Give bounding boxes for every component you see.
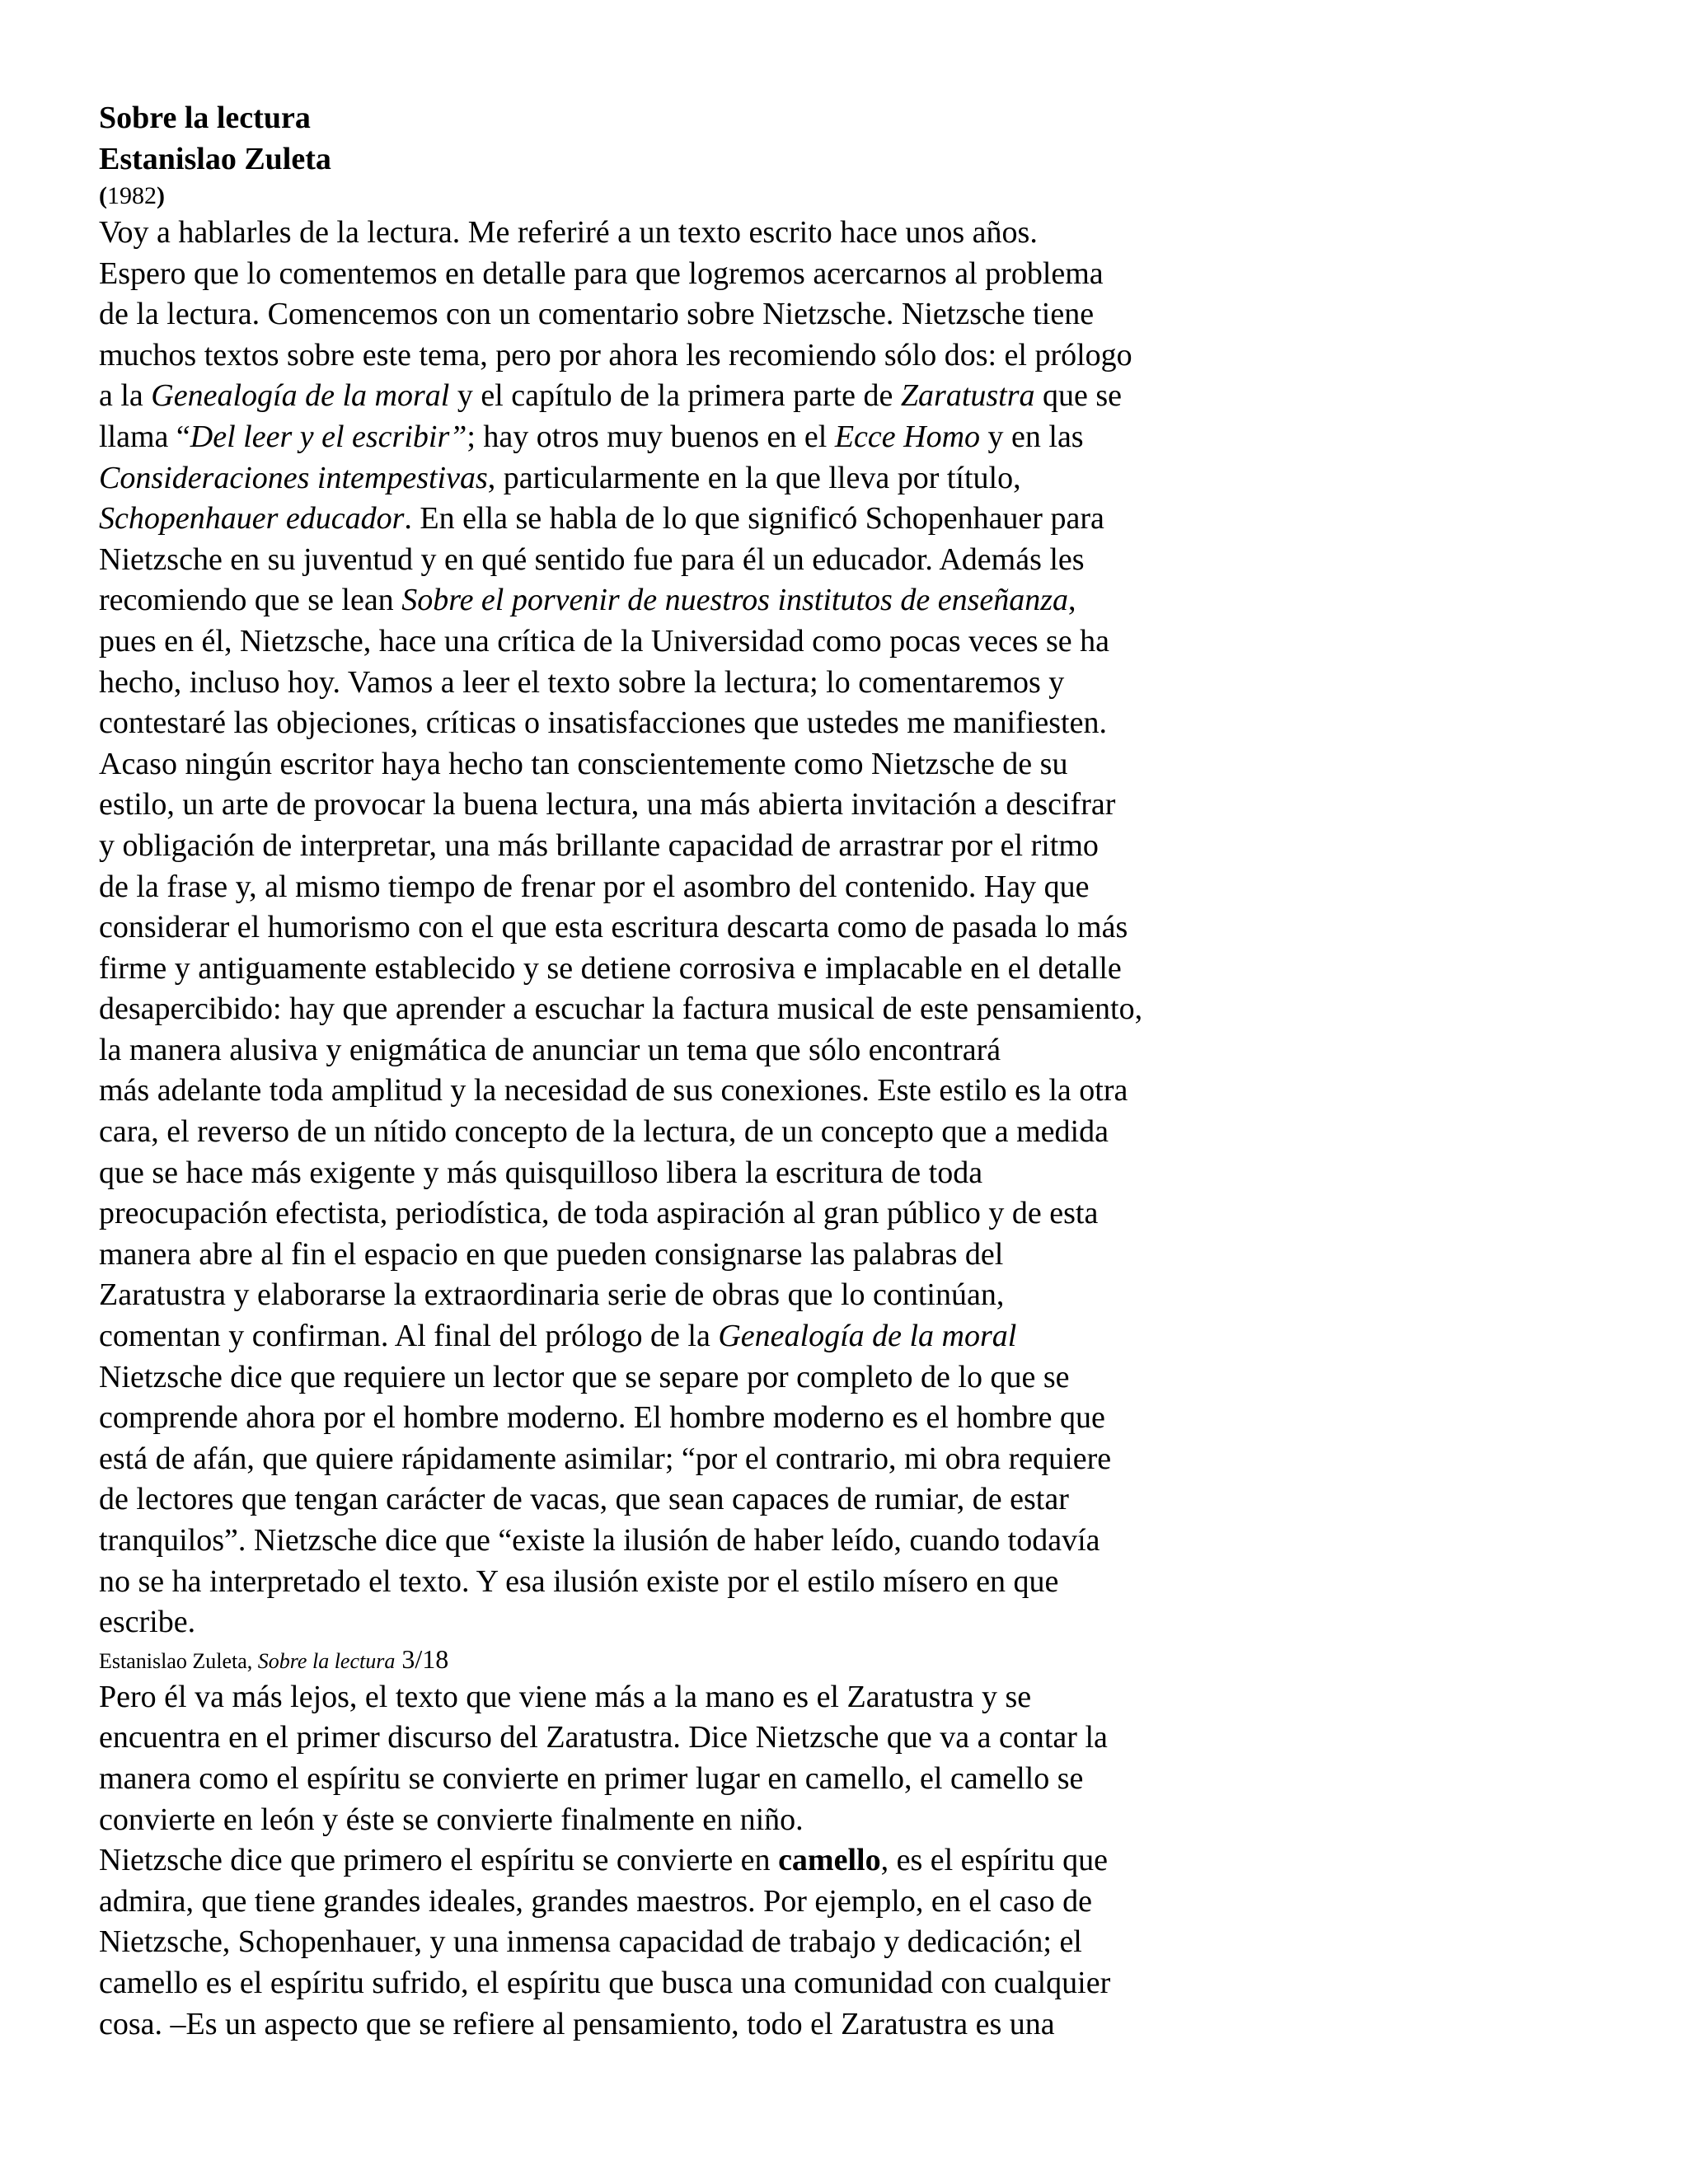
italic-text: Del leer y el escribir”: [190, 419, 467, 454]
text-segment: escribe.: [99, 1605, 196, 1640]
italic-text: Consideraciones intempestivas: [99, 460, 488, 495]
text-line: [99, 1677, 1401, 1718]
italic-text: Genealogía de la moral: [151, 378, 450, 414]
text-line: [99, 826, 1401, 867]
text-segment: de la frase y, al mismo tiempo de frenar por el asombro del contenido. Hay que: [99, 869, 1090, 904]
text-segment: camello es el espíritu sufrido, el espíritu que busca una comunidad con cualquier: [99, 1965, 1111, 2000]
text-segment: admira, que tiene grandes ideales, grandes maestros. Por ejemplo, en el caso de: [99, 1883, 1093, 1919]
text-segment: firme y antiguamente establecido y se detiene corrosiva e implacable en el detalle: [99, 950, 1122, 986]
text-segment: que se: [1034, 378, 1123, 414]
text-line: [99, 1316, 1401, 1357]
text-line: [99, 1193, 1401, 1235]
text-segment: y en las: [980, 419, 1084, 454]
text-line: [99, 744, 1401, 785]
document-author: Estanislao Zuleta: [99, 142, 331, 176]
text-segment: Espero que lo comentemos en detalle para que logremos acercarnos al problema: [99, 255, 1104, 291]
text-segment: comentan y confirman. Al final del prólogo de la: [99, 1319, 719, 1354]
text-line: [99, 254, 1401, 295]
text-line: [99, 989, 1401, 1030]
italic-text: Zaratustra: [900, 378, 1035, 414]
text-line: [99, 867, 1401, 908]
text-segment: preocupación efectista, periodística, de toda aspiración al gran público y de esta: [99, 1196, 1099, 1231]
text-segment: Voy a hablarles de la lectura. Me referiré a un texto escrito hace unos años.: [99, 215, 1038, 250]
text-line: [99, 1275, 1401, 1316]
text-line: [99, 1439, 1401, 1480]
text-segment: a la: [99, 378, 152, 414]
text-line: [99, 1602, 1401, 1643]
text-line: [99, 1840, 1401, 1882]
text-line: [99, 580, 1401, 621]
document-page: [99, 97, 1401, 2045]
text-segment: llama “: [99, 419, 190, 454]
text-segment: la manera alusiva y enigmática de anunciar un tema que sólo encontrará: [99, 1032, 1001, 1067]
text-segment: tranquilos”. Nietzsche dice que “existe la ilusión de haber leído, cuando todavía: [99, 1523, 1100, 1558]
body-text: [99, 213, 1401, 1643]
text-segment: muchos textos sobre este tema, pero por ahora les recomiendo sólo dos: el prólogo: [99, 337, 1132, 373]
text-line: [99, 1357, 1401, 1399]
text-segment: Nietzsche, Schopenhauer, y una inmensa capacidad de trabajo y dedicación; el: [99, 1924, 1082, 1960]
footer-work: Sobre la lectura: [257, 1648, 396, 1673]
body-text-continued: [99, 1677, 1401, 2045]
text-segment: Nietzsche dice que requiere un lector que se separe por completo de lo que se: [99, 1359, 1070, 1394]
text-line: [99, 1800, 1401, 1841]
text-segment: Pero él va más lejos, el texto que viene más a la mano es el Zaratustra y se: [99, 1679, 1032, 1714]
text-segment: hecho, incluso hoy. Vamos a leer el texto sobre la lectura; lo comentaremos y: [99, 664, 1065, 700]
text-line: [99, 1153, 1401, 1194]
italic-text: Schopenhauer educador: [99, 501, 405, 537]
text-line: [99, 703, 1401, 744]
text-segment: encuentra en el primer discurso del Zaratustra. Dice Nietzsche que va a contar la: [99, 1720, 1108, 1755]
text-segment: pues en él, Nietzsche, hace una crítica de la Universidad como pocas veces se ha: [99, 623, 1110, 658]
text-segment: y el capítulo de la primera parte de: [449, 378, 901, 414]
text-segment: , es el espíritu que: [880, 1843, 1109, 1878]
text-segment: de lectores que tengan carácter de vacas, que sean capaces de rumiar, de estar: [99, 1482, 1069, 1517]
text-line: [99, 1398, 1401, 1439]
bold-text: camello: [778, 1843, 881, 1878]
text-segment: cosa. –Es un aspecto que se refiere al pensamiento, todo el Zaratustra es una: [99, 2006, 1055, 2041]
text-line: [99, 1071, 1401, 1112]
text-line: [99, 1963, 1401, 2004]
text-line: [99, 907, 1401, 949]
text-line: [99, 1112, 1401, 1153]
text-line: [99, 949, 1401, 990]
text-line: [99, 540, 1401, 581]
text-line: [99, 785, 1401, 826]
text-line: [99, 417, 1401, 458]
text-line: [99, 294, 1401, 335]
text-segment: contestaré las objeciones, críticas o insatisfacciones que ustedes me manifiesten.: [99, 705, 1107, 741]
text-segment: Zaratustra y elaborarse la extraordinaria serie de obras que lo continúan,: [99, 1277, 1005, 1313]
text-line: [99, 213, 1401, 254]
text-segment: y obligación de interpretar, una más brillante capacidad de arrastrar por el ritmo: [99, 827, 1099, 863]
text-line: [99, 1479, 1401, 1521]
text-segment: recomiendo que se lean: [99, 583, 402, 618]
text-segment: comprende ahora por el hombre moderno. El hombre moderno es el hombre que: [99, 1400, 1105, 1436]
text-segment: estilo, un arte de provocar la buena lectura, una más abierta invitación a descifrar: [99, 787, 1116, 823]
text-line: [99, 1235, 1401, 1276]
text-segment: desapercibido: hay que aprender a escuchar la factura musical de este pensamiento,: [99, 991, 1143, 1027]
text-segment: no se ha interpretado el texto. Y esa ilusión existe por el estilo mísero en que: [99, 1563, 1059, 1599]
text-segment: . En ella se habla de lo que significó Schopenhauer para: [404, 501, 1104, 537]
italic-text: Ecce Homo: [834, 419, 981, 454]
text-line: [99, 2004, 1401, 2046]
text-segment: ,: [1068, 583, 1076, 618]
text-line: [99, 1030, 1401, 1071]
page-number: 3/18: [395, 1643, 449, 1674]
text-line: [99, 1882, 1401, 1923]
text-segment: Acaso ningún escritor haya hecho tan conscientemente como Nietzsche de su: [99, 746, 1068, 781]
text-segment: manera como el espíritu se convierte en primer lugar en camello, el camello se: [99, 1760, 1084, 1796]
italic-text: Genealogía de la moral: [718, 1319, 1017, 1354]
text-line: [99, 376, 1401, 417]
text-line: [99, 621, 1401, 663]
text-line: [99, 1521, 1401, 1562]
text-segment: cara, el reverso de un nítido concepto de la lectura, de un concepto que a medida: [99, 1114, 1109, 1150]
document-title: Sobre la lectura: [99, 101, 311, 135]
text-line: [99, 499, 1401, 540]
text-segment: Nietzsche en su juventud y en qué sentido fue para él un educador. Además les: [99, 541, 1085, 577]
text-segment: manera abre al fin el espacio en que pueden consignarse las palabras del: [99, 1236, 1004, 1272]
text-segment: ; hay otros muy buenos en el: [467, 419, 835, 454]
text-line: [99, 1922, 1401, 1963]
text-line: [99, 1562, 1401, 1603]
text-segment: está de afán, que quiere rápidamente asimilar; “por el contrario, mi obra requiere: [99, 1441, 1112, 1476]
text-segment: de la lectura. Comencemos con un comentario sobre Nietzsche. Nietzsche tiene: [99, 297, 1095, 332]
text-segment: , particularmente en la que lleva por título,: [487, 460, 1021, 495]
text-line: [99, 663, 1401, 704]
text-line: [99, 458, 1401, 499]
text-line: [99, 1718, 1401, 1759]
text-segment: que se hace más exigente y más quisquilloso libera la escritura de toda: [99, 1155, 983, 1190]
text-segment: más adelante toda amplitud y la necesidad de sus conexiones. Este estilo es la otra: [99, 1073, 1128, 1108]
italic-text: Sobre el porvenir de nuestros institutos de enseñanza: [401, 583, 1069, 618]
document-year: (1982): [99, 182, 165, 209]
text-line: [99, 335, 1401, 377]
text-segment: convierte en león y éste se convierte finalmente en niño.: [99, 1802, 804, 1837]
footer-author: Estanislao Zuleta,: [99, 1648, 258, 1673]
text-segment: Nietzsche dice que primero el espíritu se convierte en: [99, 1843, 779, 1878]
text-line: [99, 1759, 1401, 1800]
page-footer: [99, 1643, 1401, 1677]
text-segment: considerar el humorismo con el que esta escritura descarta como de pasada lo más: [99, 910, 1128, 945]
